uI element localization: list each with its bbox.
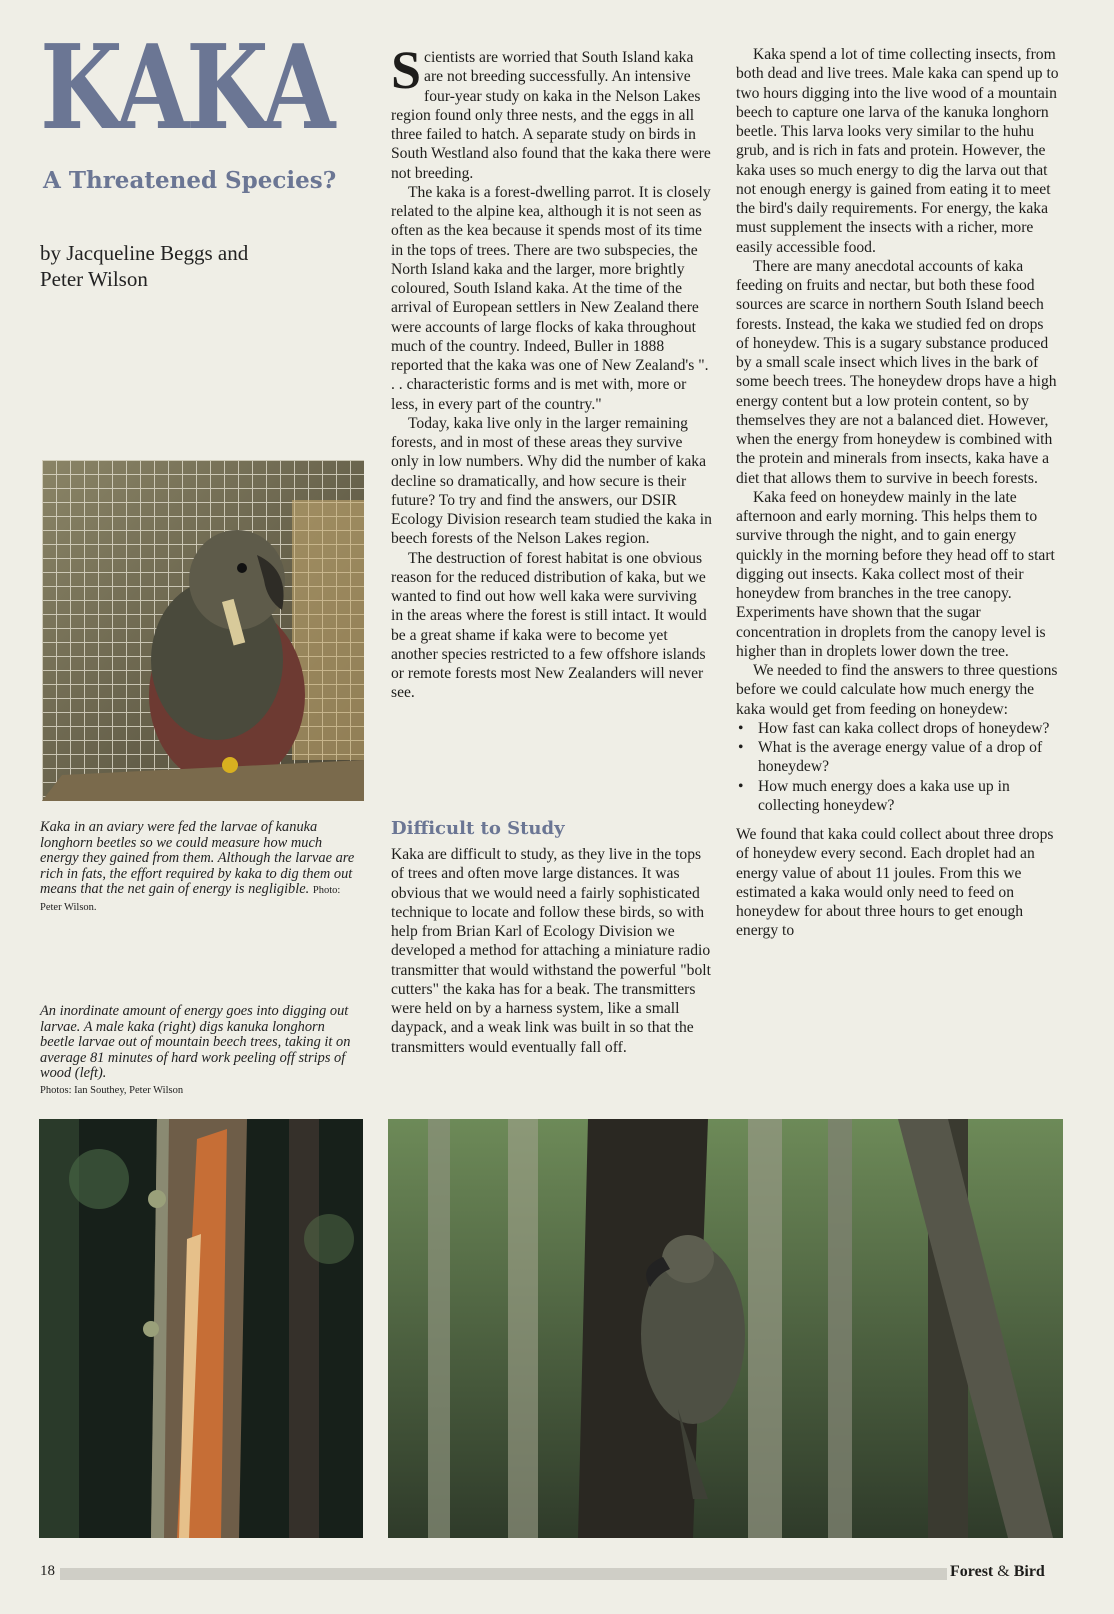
caption-2-credit: Photos: Ian Southey, Peter Wilson <box>40 1084 184 1096</box>
peeled-trunk-illustration <box>39 1119 363 1538</box>
list-item: • What is the average energy value of a drop of honeydew? <box>758 738 1060 777</box>
body-paragraph: Kaka spend a lot of time collecting insects, from both dead and live trees. Male kaka can spend up to two hours digging into the live wood of a mountain beech to capture one larva of the kanuka longhorn beetle. This larva looks very similar to the huhu grub, and is rich in fats and protein. However, the kaka uses so much energy to dig the larva out that not enough energy is gained from eating it to meet the bird's daily requirements. For energy, the kaka must supplement the insects with a richer, more easily accessible food. <box>736 46 1059 256</box>
magazine-name-part-1: Forest <box>950 1563 994 1580</box>
aviary-kaka-illustration <box>42 460 364 801</box>
byline <box>40 240 340 292</box>
body-paragraph: We needed to find the answers to three questions before we could calculate how much energy the kaka would get from feeding on honeydew: <box>736 662 1058 718</box>
article-column-2 <box>736 45 1060 941</box>
body-paragraph: The kaka is a forest-dwelling parrot. It is closely related to the alpine kea, although it is not seen as often as the kea because it spends most of its time in the tops of trees. There are two subspecies, the North Island kaka and the larger, more brightly coloured, South Island kaka. At the time of the arrival of European settlers in New Zealand there were accounts of large flocks of kaka throughout much of the country. Indeed, Buller in 1888 reported that the kaka was one of New Zealand's ". . . characteristic forms and is met with, more or less, in every part of the country." <box>391 183 711 413</box>
byline-line-2: Peter Wilson <box>40 267 148 291</box>
body-paragraph: Today, kaka live only in the larger remaining forests, and in most of these areas they survive only in low numbers. Why did the number of kaka decline so dramatically, and how secure is their future? To try and find the answers, our DSIR Ecology Division research team studied the kaka in beech forests of the Nelson Lakes region. <box>391 414 712 548</box>
article-column-1 <box>391 40 712 703</box>
body-paragraph: The destruction of forest habitat is one obvious reason for the reduced distribution of kaka, but we wanted to find out how well kaka were surviving in the areas where the forest is still intact. It would be a great shame if kaka were to become yet another species restricted to a few offshore islands or remote forests most New Zealanders will never see. <box>391 549 707 702</box>
section-heading: Difficult to Study <box>391 818 565 839</box>
intro-text: cientists are worried that South Island kaka are not breeding successfully. An intensive four-year study on kaka in the Nelson Lakes region found only three nests, and the eggs in all three failed to hatch. A separate study on birds in South Westland also found that the kaka there were not breeding. <box>391 49 711 182</box>
list-item: • How much energy does a kaka use up in collecting honeydew? <box>758 777 1060 816</box>
kaka-forest-illustration <box>388 1119 1063 1538</box>
body-paragraph: Kaka are difficult to study, as they live in the tops of trees and often move large distances. It was obvious that we would need a fairly sophisticated technique to locate and follow these birds, so with help from Brian Karl of Ecology Division we developed a method for attaching a miniature radio transmitter that would withstand the powerful "bolt cutters" the kaka has for a beak. The transmitters were held on by a harness system, like a small daypack, and a weak link was built in so that the transmitters would eventually fall off. <box>391 846 711 1056</box>
question-list <box>736 719 1060 815</box>
intro-paragraph <box>391 40 712 183</box>
caption-1-credit: Photo: Peter Wilson. <box>40 885 341 913</box>
kaka-forest-photo <box>388 1119 1063 1538</box>
footer-rule <box>60 1568 947 1580</box>
caption-2-text: An inordinate amount of energy goes into digging out larvae. A male kaka (right) digs kanuka longhorn beetle larvae out of mountain beech trees, taking it on average 81 minutes of hard work peeling off strips of wood (left). <box>40 1003 351 1082</box>
list-item: • How fast can kaka collect drops of honeydew? <box>758 719 1060 738</box>
peeled-trunk-photo <box>39 1119 363 1538</box>
article-subtitle: A Threatened Species? <box>43 167 337 194</box>
magazine-ampersand: & <box>997 1563 1010 1580</box>
article-title: KAKA <box>40 20 333 156</box>
body-paragraph: Kaka feed on honeydew mainly in the late afternoon and early morning. This helps them to survive through the night, and to gain energy quickly in the morning before they head off to start digging out insects. Kaka collect most of their honeydew from branches in the tree canopy. Experiments have shown that the sugar concentration in droplets from the canopy level is higher than in droplets lower down the tree. <box>736 488 1055 660</box>
magazine-name <box>950 1563 1045 1581</box>
magazine-name-part-2: Bird <box>1013 1563 1045 1580</box>
drop-cap: S <box>391 40 422 100</box>
page-number: 18 <box>40 1563 55 1579</box>
body-paragraph: We found that kaka could collect about three drops of honeydew every second. Each droplet had an energy value of about 11 joules. From this we estimated a kaka would only need to feed on honeydew for about three hours to get enough energy to <box>736 826 1054 940</box>
article-column-1-lower <box>391 845 712 1057</box>
byline-line-1: by Jacqueline Beggs and <box>40 241 249 265</box>
body-paragraph: There are many anecdotal accounts of kaka feeding on fruits and nectar, but both these food sources are scarce in northern South Island beech forests. Instead, the kaka we studied fed on drops of honeydew. This is a sugary substance produced by a small scale insect which lives in the bark of some beech trees. The honeydew drops have a high energy content but a low protein content, so by themselves they are not a balanced diet. However, when the energy from honeydew is combined with the protein and minerals from insects, kaka have a diet that allows them to survive in beech forests. <box>736 257 1057 487</box>
caption-1-text: Kaka in an aviary were fed the larvae of kanuka longhorn beetles so we could measure how much energy they gained from them. Although the larvae are rich in fats, the effort required by kaka to dig them out means that the net gain of energy is negligible. <box>40 819 355 898</box>
aviary-photo-caption <box>40 820 360 916</box>
larvae-photos-caption <box>40 1004 360 1099</box>
aviary-kaka-photo <box>42 460 364 801</box>
